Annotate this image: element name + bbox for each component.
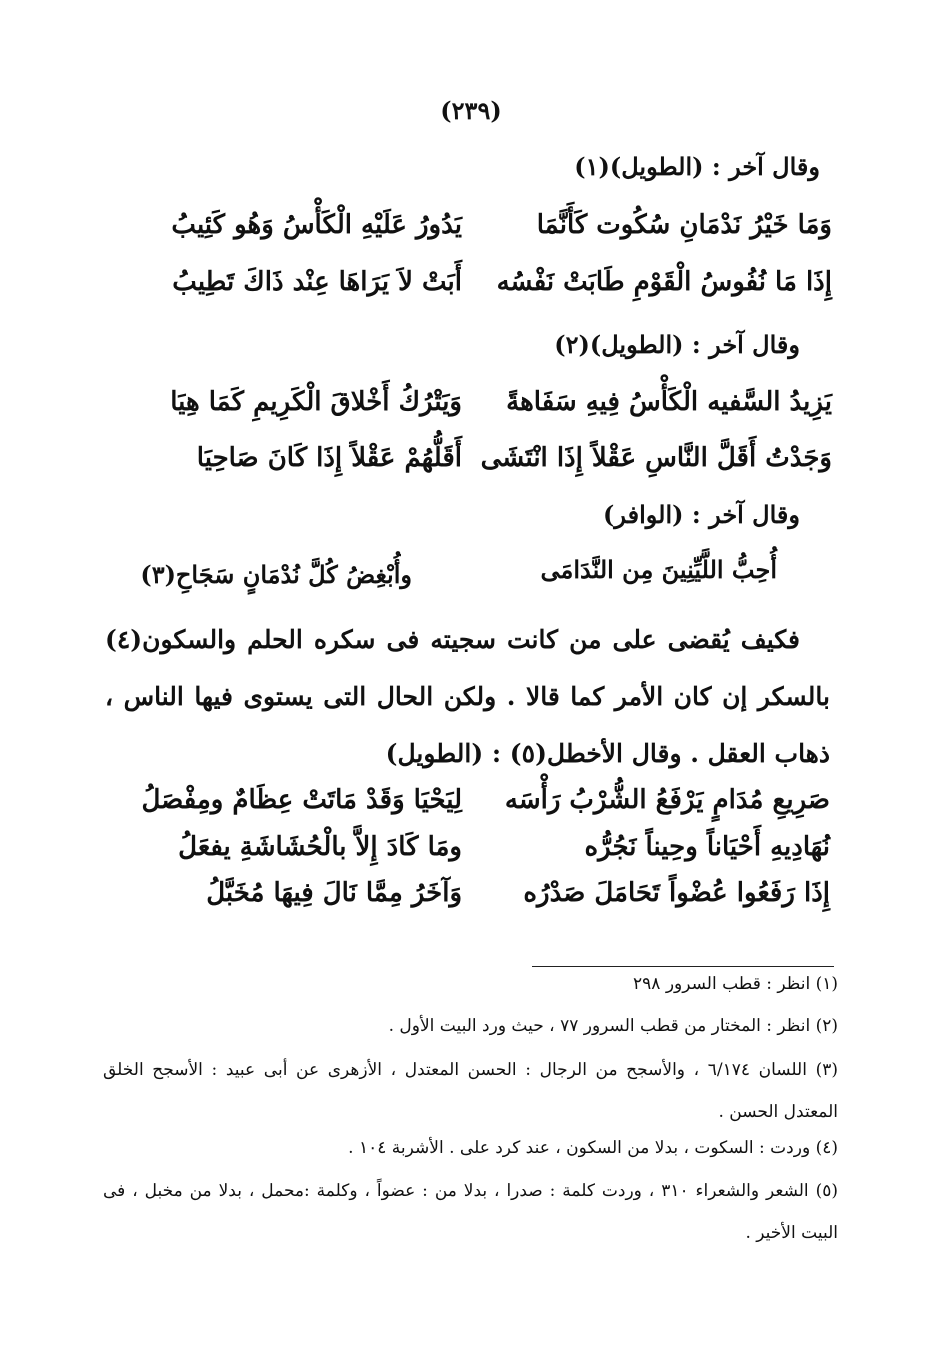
verse-4-3-first-hemistich: إِذَا رَفَعُوا عُضْواً تَحَامَلَ صَدْرُه [523,878,830,908]
poem-intro-1: وقال آخر : (الطويل)(١) [574,152,820,181]
footnote-3: (٣) اللسان ٦/١٧٤ ، والأسجح من الرجال : الحسن المعتدل ، الأزهرى عن أبى عبيد : الأسجح الخلق المعتدل الحسن . [103,1060,838,1122]
poem-intro-3: وقال آخر : (الوافر) [603,500,800,529]
verse-1-2-second-hemistich: أَبَتْ لاَ يَرَاهَا عِنْد ذَاكَ تَطِيبُ [172,267,462,297]
verse-4-1-second-hemistich: لِيَحْيَا وَقَدْ مَاتَتْ عِظَامٌ ومِفْصَلُ [141,785,462,815]
poem-intro-2: وقال آخر : (الطويل)(٢) [554,330,800,359]
page-number: (٢٣٩) [440,96,502,125]
footnote-1: (١) انظر : قطب السرور ٢٩٨ [633,974,838,994]
verse-4-2-first-hemistich: نُهَادِيهِ أَحْيَاناً وحِيناً نَجُرُّه [584,832,830,862]
verse-1-2-first-hemistich: إِذَا مَا نُفُوسُ الْقَوْمِ طَابَتْ نَفْسُه [496,267,832,297]
verse-4-3-second-hemistich: وَآخَرُ مِمَّا نَالَ فِيهَا مُخَبَّلُ [206,878,462,908]
verse-2-1-first-hemistich: يَزِيدُ السَّفيه الْكَأْسُ فِيهِ سَفَاهةً [506,387,832,417]
verse-1-1-second-hemistich: يَدُورُ عَلَيْهِ الْكَأْسُ وَهُو كَئِيبُ [171,210,462,240]
verse-4-1-first-hemistich: صَرِيعِ مُدَامٍ يَرْفَعُ الشُّرْبُ رَأْسَه [504,785,830,815]
verse-2-2-first-hemistich: وَجَدْتُ أَقَلَّ النَّاسِ عَقْلاً إِذَا انْتَشَى [480,443,832,473]
verse-1-1-first-hemistich: وَمَا خَيْرُ نَدْمَانِ سُكُوت كَأَنَّمَا [536,210,832,240]
footnote-separator [532,966,834,967]
verse-4-2-second-hemistich: ومَا كَادَ إِلاَّ بالْحُشَاشَةِ يفعَلُ [178,832,462,862]
verse-2-1-second-hemistich: وَيَتْرُكُ أَخْلاقَ الْكَرِيمِ كَمَا هِيَا [170,387,462,417]
verse-3-1-second-hemistich: وأُبْغِضُ كُلَّ نُدْمَانٍ سَجَاحِ(٣) [140,560,412,589]
footnote-2: (٢) انظر : المختار من قطب السرور ٧٧ ، حيث ورد البيت الأول . [388,1016,838,1036]
footnote-4: (٤) وردت : السكوت ، بدلا من السكون ، عند كرد على . الأشربة ١٠٤ . [348,1138,838,1158]
verse-2-2-second-hemistich: أَقَلُّهُمْ عَقْلاً إِذَا كَانَ صَاحِيَا [196,443,462,473]
footnote-5: (٥) الشعر والشعراء ٣١٠ ، وردت كلمة : صدرا ، بدلا من : عضواً ، وكلمة :محمل ، بدلا من مخبل ، فى البيت الأخير . [103,1181,838,1243]
verse-3-1-first-hemistich: أُحِبُّ اللَّيِّنِينَ مِن النَّدَامَى [540,555,777,584]
prose-paragraph: فكيف يُقضى على من كانت سجيته فى سكره الحلم والسكون(٤) بالسكر إن كان الأمر كما قالا . ولكن الحال التى يستوى فيها الناس ، ذهاب العقل . وقال الأخطل(٥) : (الطويل) [105,625,830,768]
